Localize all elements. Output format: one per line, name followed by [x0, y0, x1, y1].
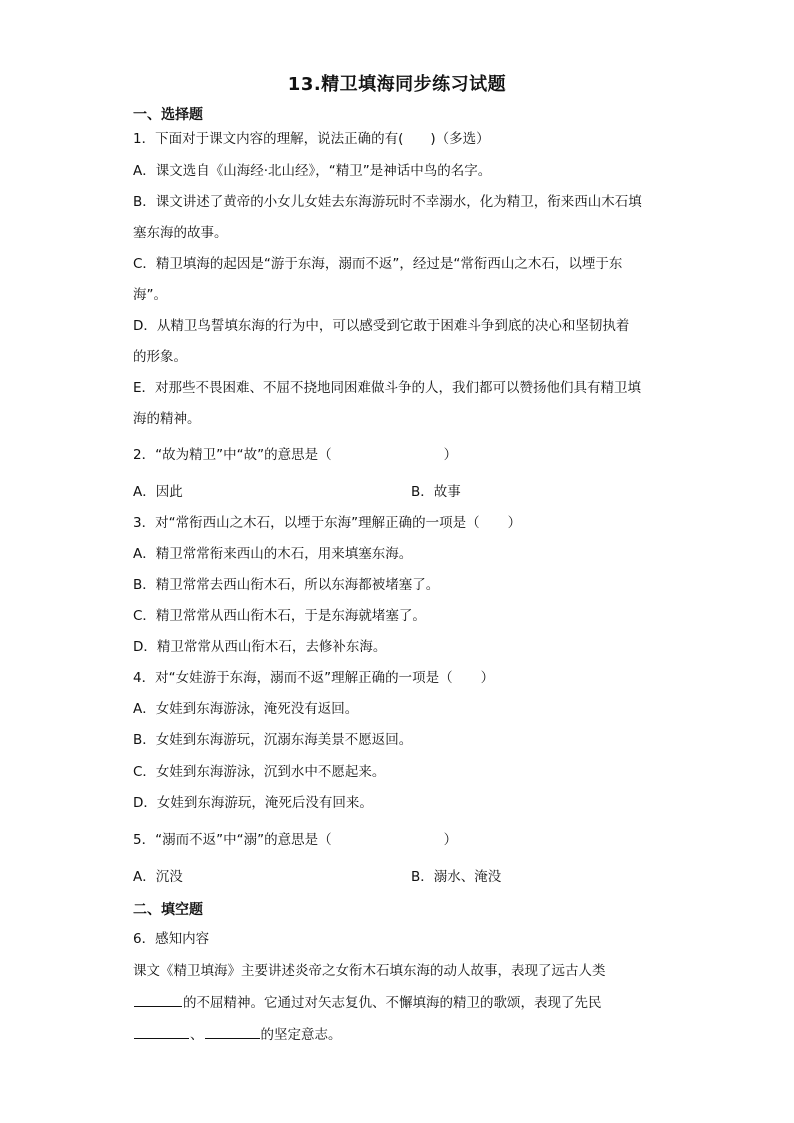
q1-option-b-line2: 塞东海的故事。 — [133, 225, 228, 241]
q4-stem — [133, 668, 494, 688]
q1-option-b-line1: B．课文讲述了黄帝的小女儿女娃去东海游玩时不幸溺水，化为精卫，衔来西山木石填 — [133, 194, 642, 210]
q6-stem: 6．感知内容 — [133, 931, 210, 947]
q2-option-b: B．故事 — [411, 484, 461, 500]
q6-paragraph-text2: 的不屈精神。它通过对矢志复仇、不懈填海的精卫的歌颂，表现了先民 — [183, 995, 602, 1011]
q6-paragraph-line2 — [133, 992, 602, 1013]
q3-stem-close: ） — [507, 515, 522, 531]
q3-option-d: D．精卫常常从西山衔木石，去修补东海。 — [133, 639, 387, 655]
q1-option-d-line2: 的形象。 — [133, 349, 187, 365]
q4-option-a: A．女娃到东海游泳，淹死没有返回。 — [133, 701, 359, 717]
q1-option-c-line1: C．精卫填海的起因是“游于东海，溺而不返”，经过是“常衔西山之木石，以堙于东 — [133, 256, 623, 272]
q5-option-b: B．溺水、淹没 — [411, 869, 502, 885]
q5-stem-close: ） — [443, 832, 458, 848]
q6-paragraph-text3: 的坚定意志。 — [260, 1027, 342, 1043]
q3-stem — [133, 513, 521, 533]
q1-option-e-line2: 海的精神。 — [133, 411, 201, 427]
q6-paragraph-line1: 课文《精卫填海》主要讲述炎帝之女衔木石填东海的动人故事，表现了远古人类 — [133, 963, 606, 979]
q4-option-d: D．女娃到东海游玩，淹死后没有回来。 — [133, 795, 373, 811]
q3-stem-text: 3．对“常衔西山之木石，以堙于东海”理解正确的一项是（ — [133, 515, 480, 531]
q3-option-a: A．精卫常常衔来西山的木石，用来填塞东海。 — [133, 546, 413, 562]
q5-stem — [133, 830, 457, 850]
q1-option-d-line1: D．从精卫鸟誓填东海的行为中，可以感受到它敢于困难斗争到底的决心和坚韧执着 — [133, 318, 630, 334]
q2-option-a: A．因此 — [133, 484, 183, 500]
q4-stem-close: ） — [480, 670, 495, 686]
q1-option-a: A．课文选自《山海经·北山经》，“精卫”是神话中鸟的名字。 — [133, 163, 492, 179]
q2-stem-text: 2．“故为精卫”中“故”的意思是（ — [133, 447, 332, 463]
q4-stem-text: 4．对“女娃游于东海，溺而不返”理解正确的一项是（ — [133, 670, 453, 686]
q6-separator: 、 — [190, 1027, 204, 1043]
q1-stem: 1．下面对于课文内容的理解，说法正确的有( )（多选） — [133, 131, 490, 147]
q1-option-c-line2: 海”。 — [133, 287, 167, 303]
page-title: 13.精卫填海同步练习试题 — [287, 74, 507, 95]
q3-option-c: C．精卫常常从西山衔木石，于是东海就堵塞了。 — [133, 608, 426, 624]
q6-blank-1[interactable] — [134, 992, 182, 1007]
q5-option-a: A．沉没 — [133, 869, 183, 885]
q3-option-b: B．精卫常常去西山衔木石，所以东海都被堵塞了。 — [133, 577, 440, 593]
q4-option-b: B．女娃到东海游玩，沉溺东海美景不愿返回。 — [133, 732, 413, 748]
q6-blank-3[interactable] — [205, 1024, 260, 1039]
q6-blank-2[interactable] — [134, 1024, 189, 1039]
section-heading-fill: 二、填空题 — [133, 902, 203, 918]
q4-option-c: C．女娃到东海游泳，沉到水中不愿起来。 — [133, 764, 386, 780]
q2-stem-close: ） — [443, 447, 458, 463]
section-heading-choice: 一、选择题 — [133, 107, 203, 123]
q1-option-e-line1: E．对那些不畏困难、不屈不挠地同困难做斗争的人，我们都可以赞扬他们具有精卫填 — [133, 380, 642, 396]
q6-paragraph-line3 — [133, 1024, 342, 1045]
q5-stem-text: 5．“溺而不返”中“溺”的意思是（ — [133, 832, 332, 848]
q2-stem — [133, 445, 457, 465]
